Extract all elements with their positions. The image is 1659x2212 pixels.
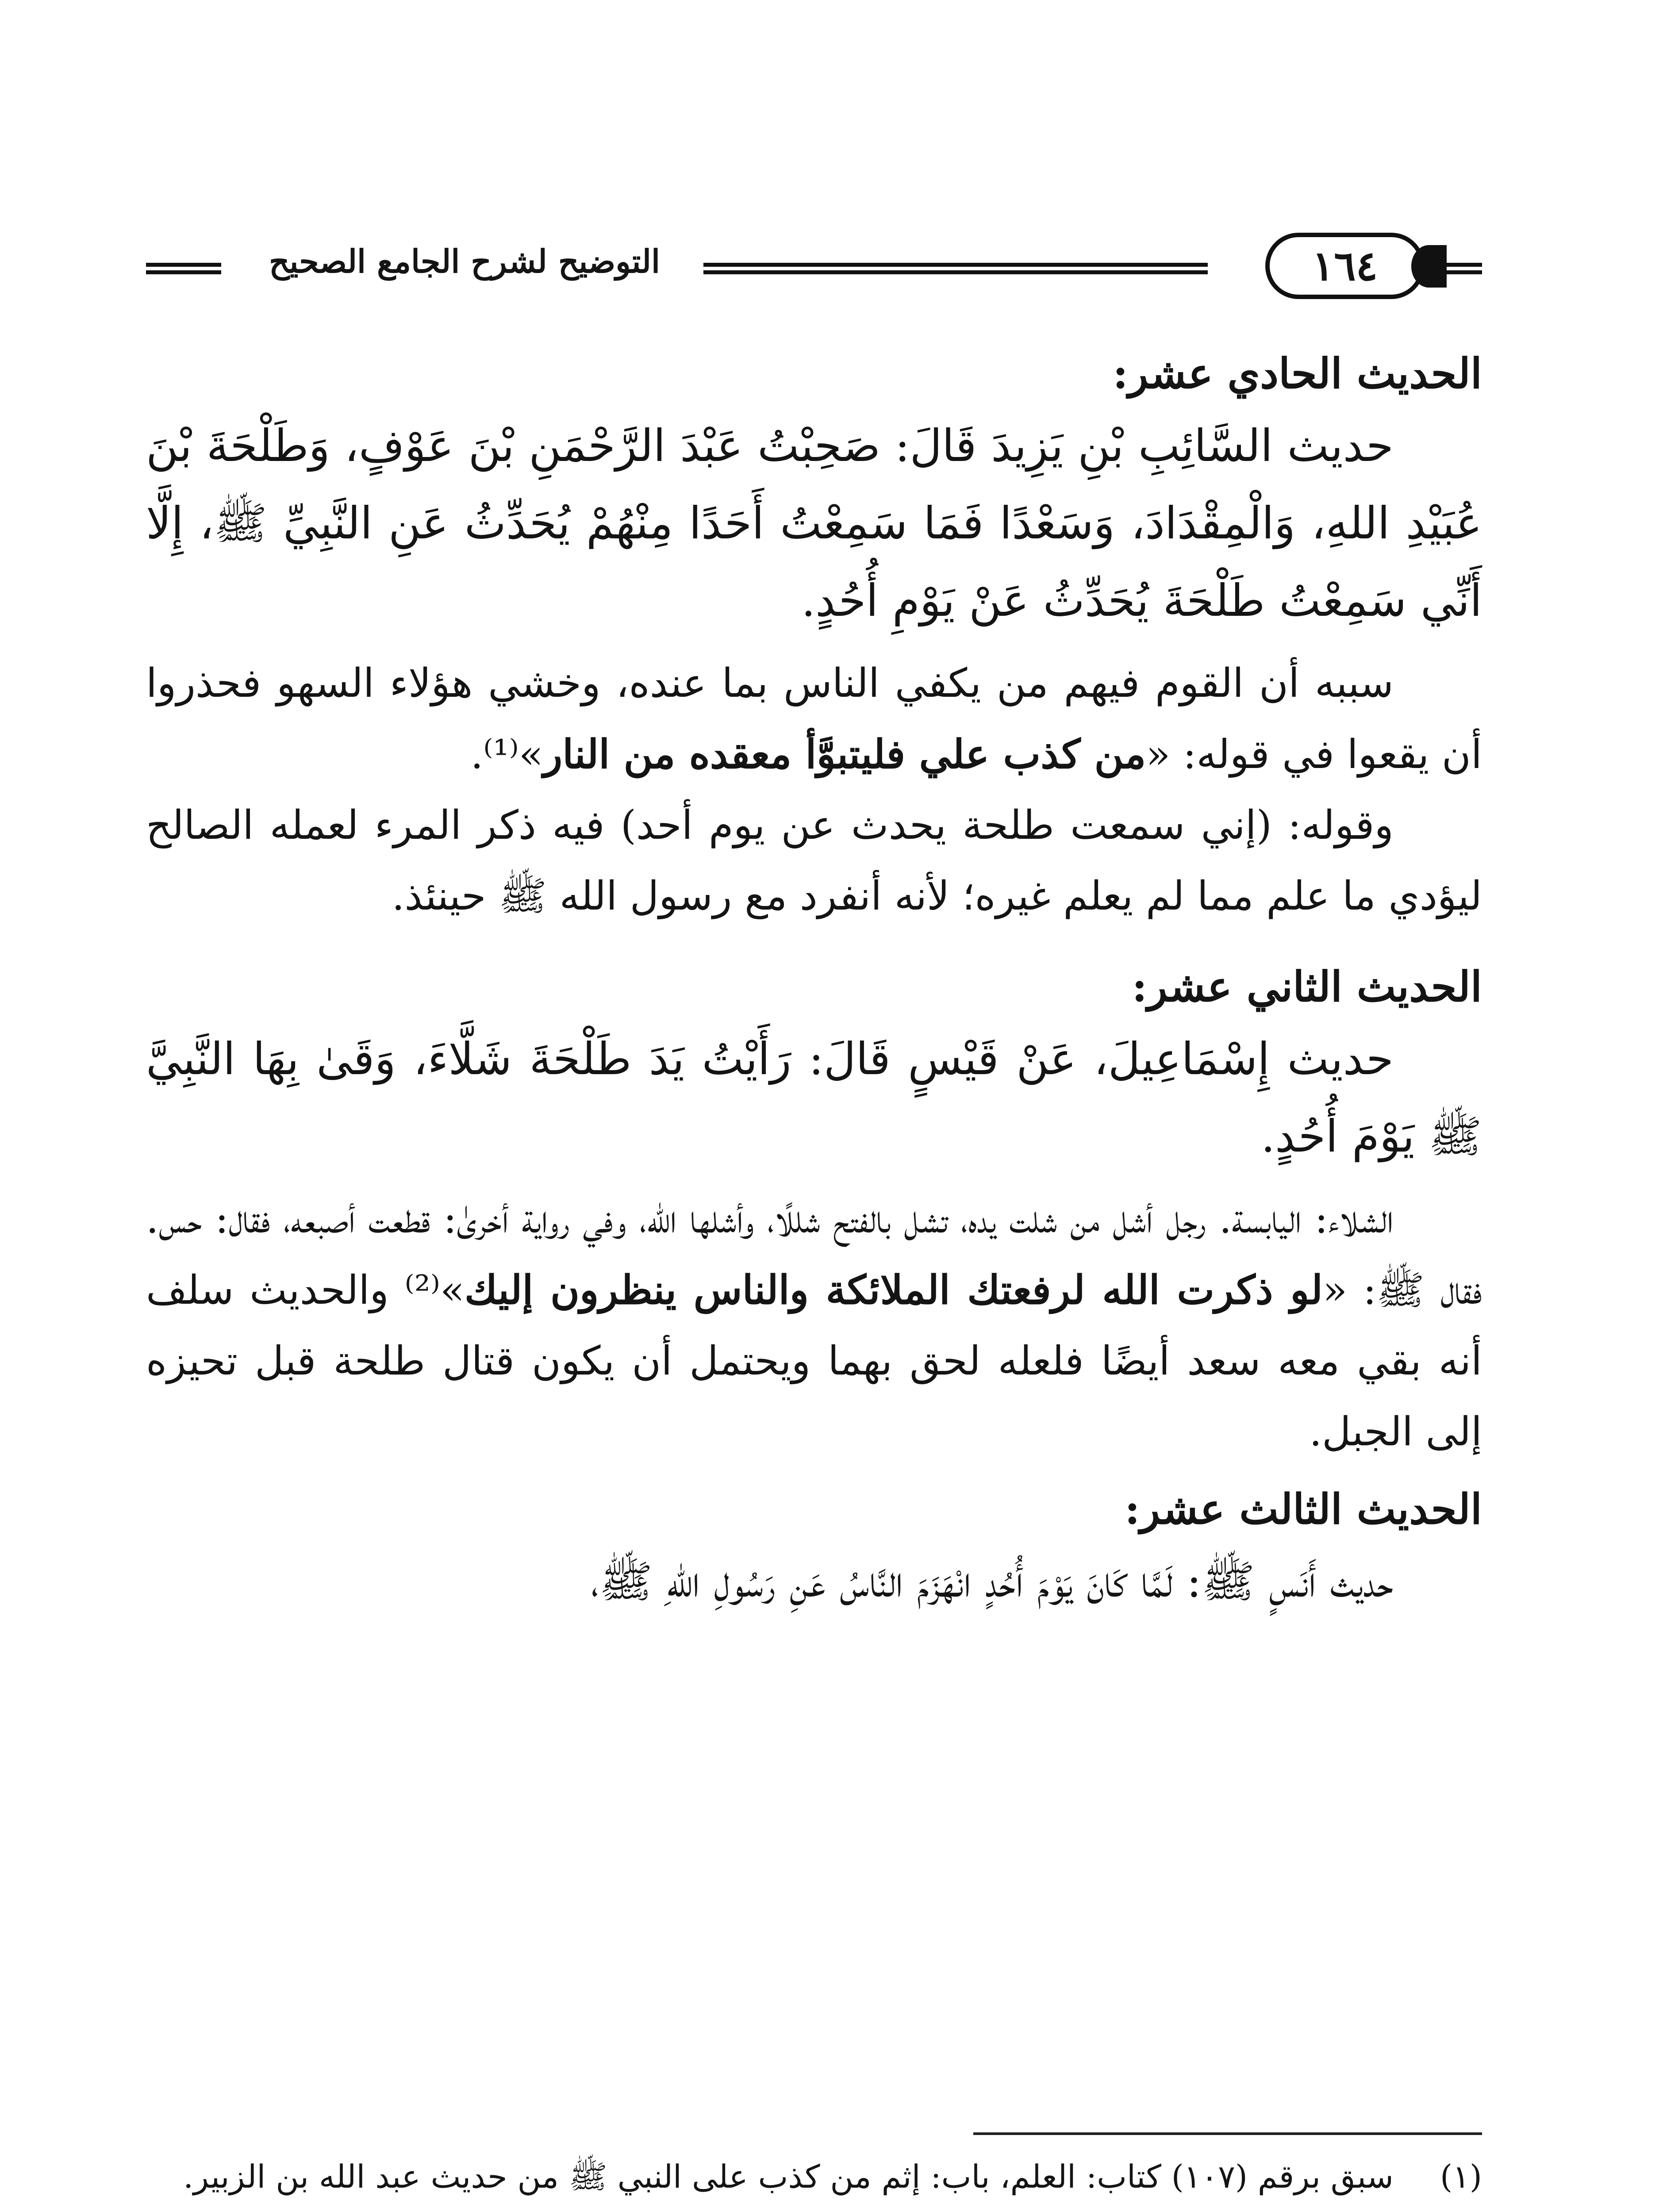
- page-header: [146, 230, 1482, 319]
- book-page: [146, 230, 1482, 2212]
- running-title: التوضيح لشرح الجامع الصحيح: [269, 242, 661, 280]
- footnote-text: [146, 2208, 1394, 2212]
- footnote-number: [1394, 2208, 1482, 2212]
- section-heading-hadith-11: الحديث الحادي عشر:: [1113, 349, 1482, 398]
- commentary-text: »⁽¹⁾.: [470, 731, 543, 778]
- main-text: [146, 341, 1482, 1620]
- footnote-number: (١): [1440, 2158, 1482, 2195]
- page-number-badge: [1265, 233, 1425, 299]
- hadith-text-12: حديث إِسْمَاعِيلَ، عَنْ قَيْسٍ قَالَ: رَأَيْتُ يَدَ طَلْحَةَ شَلَّاءَ، وَقَىٰ بِهَا النَّبِيَّ ﷺ يَوْمَ أُحُدٍ.: [146, 1033, 1482, 1162]
- hadith-text-13: حديث أَنَسٍ ﷺ: لَمَّا كَانَ يَوْمَ أُحُدٍ انْهَزَمَ النَّاسُ عَنِ رَسُولِ اللهِ ﷺ،: [591, 1555, 1394, 1607]
- header-rule-left: [146, 263, 221, 274]
- commentary-text: سببه أن القوم فيهم من يكفي الناس بما عنده، وخشي هؤلاء السهو فحذروا أن يقعوا في قوله: «: [146, 660, 1482, 778]
- commentary-text: الشلاء: اليابسة. رجل أشل من شلت يده، تشل بالفتح شللًا، وأشلها الله، وفي رواية أخرىٰ: قطعت أصبعه، فقال: حس. فقال ﷺ: «: [146, 1196, 1482, 1313]
- footnote-text: سبق برقم (١٠٧) كتاب: العلم، باب: إثم من كذب على النبي ﷺ من حديث عبد الله بن الزبير.: [183, 2158, 1394, 2195]
- footnotes: [146, 2150, 1482, 2212]
- page-number: ١٦٤: [1312, 242, 1378, 290]
- footnote-item: [146, 2150, 1482, 2203]
- section-heading-hadith-13: الحديث الثالث عشر:: [1125, 1485, 1482, 1534]
- commentary-paragraph: [146, 1184, 1482, 1467]
- footnote-item: [146, 2208, 1482, 2212]
- quoted-hadith: من كذب علي فليتبوَّأ معقده من النار: [543, 731, 1146, 778]
- commentary-paragraph: [146, 648, 1482, 790]
- hadith-text-11: حديث السَّائِبِ بْنِ يَزِيدَ قَالَ: صَحِبْتُ عَبْدَ الرَّحْمَنِ بْنَ عَوْفٍ، وَطَلْحَةَ بْنَ عُبَيْدِ اللهِ، وَالْمِقْدَادَ، وَسَعْدًا فَمَا سَمِعْتُ أَحَدًا مِنْهُمْ يُحَدِّثُ عَنِ النَّبِيِّ ﷺ، إِلَّا أَنِّي سَمِعْتُ طَلْحَةَ يُحَدِّثُ عَنْ يَوْمِ أُحُدٍ.: [146, 420, 1482, 626]
- section-heading-hadith-12: الحديث الثاني عشر:: [1132, 963, 1482, 1011]
- commentary-paragraph: وقوله: (إني سمعت طلحة يحدث عن يوم أحد) فيه ذكر المرء لعمله الصالح ليؤدي ما علم مما لم يعلم غيره؛ لأنه أنفرد مع رسول الله ﷺ حينئذ.: [146, 802, 1482, 919]
- footnote-separator: [973, 2132, 1482, 2135]
- quoted-hadith: لو ذكرت الله لرفعتك الملائكة والناس ينظرون إليك: [465, 1267, 1323, 1313]
- header-rule-middle: [703, 263, 1208, 274]
- commentary-text: »⁽²⁾ والحديث سلف أنه بقي معه سعد أيضًا فلعله لحق بهما ويحتمل أن يكون قتال طلحة قبل تحيزه إلى الجبل.: [146, 1267, 1482, 1455]
